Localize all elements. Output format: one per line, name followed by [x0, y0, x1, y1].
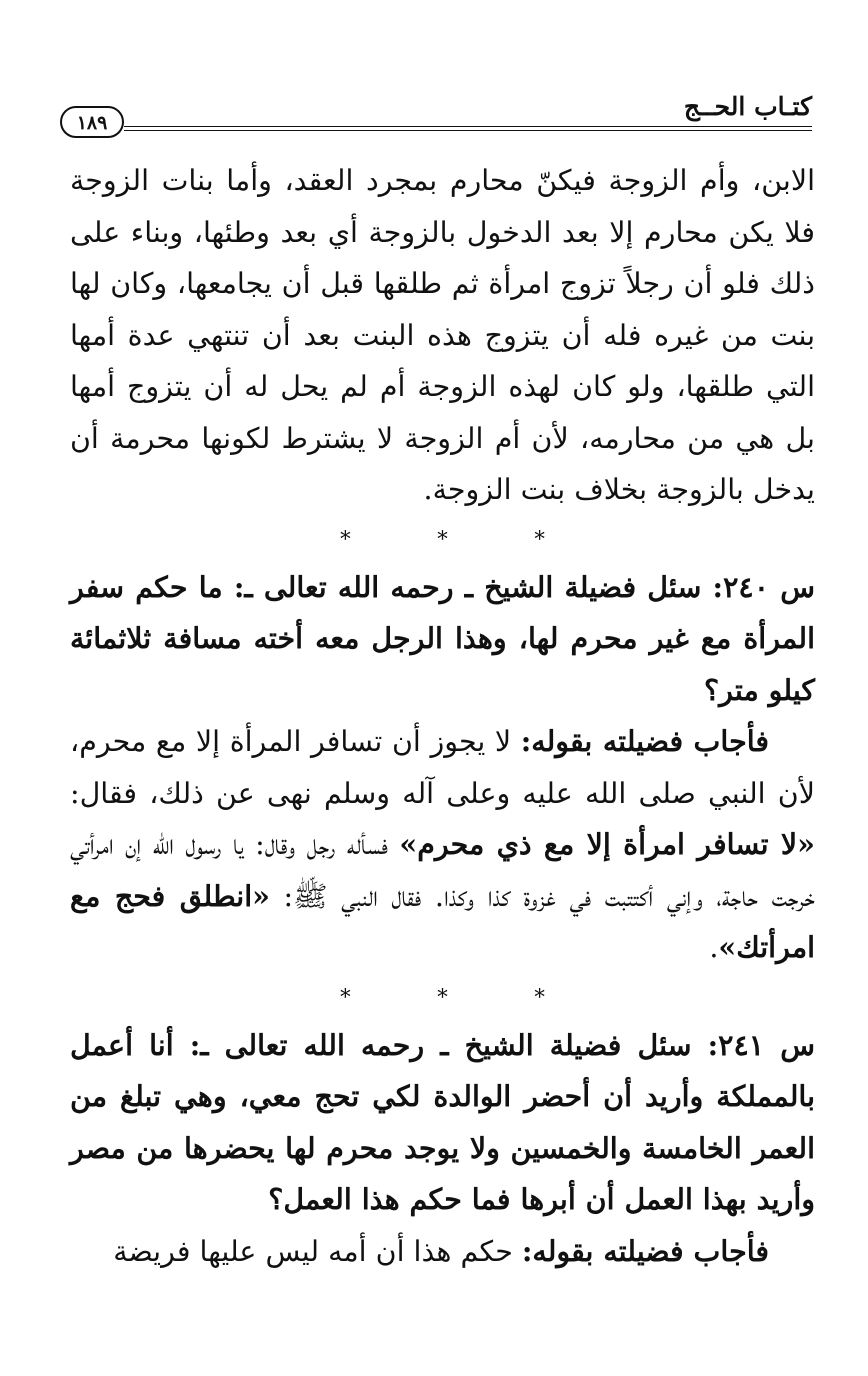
paragraph-continuation: الابن، وأم الزوجة فيكنّ محارم بمجرد العقد، وأما بنات الزوجة فلا يكن محارم إلا بعد الدخول بالزوجة أي بعد وطئها، وبناء على ذلك فلو أن رجلاً تزوج امرأة ثم طلقها قبل أن يجامعها، وكان لها بنت من غيره فله أن يتزوج هذه البنت بعد أن تنتهي عدة أمها التي طلقها، ولو كان لهذه الزوجة أم لم يحل له أن يتزوج أمها بل هي من محارمه، لأن أم الزوجة لا يشترط لكونها محرمة أن يدخل بالزوجة بخلاف بنت الزوجة.: [70, 164, 815, 506]
answer-text: فسأله رجل وقال: يا رسول الله إن امرأتي خرجت حاجة، وإني أكتتبت في غزوة كذا وكذا. فقال النبي ﷺ:: [70, 828, 815, 913]
answer-text: حكم هذا أن أمه ليس عليها فريضة: [113, 1234, 522, 1268]
question-241: س ٢٤١: سئل فضيلة الشيخ ـ رحمه الله تعالى ـ: أنا أعمل بالمملكة وأريد أن أحضر الوالدة لكي تحج معي، وهي تبلغ من العمر الخامسة والخمسين ولا يوجد محرم لها يحضرها من مصر وأريد بهذا العمل أن أبرها فما حكم هذا العمل؟: [70, 1027, 815, 1216]
answer-240: [70, 716, 815, 974]
page-number: ١٨٩: [60, 106, 124, 138]
answer-text: لا يجوز أن تسافر المرأة إلا مع محرم، لأن النبي صلى الله عليه وعلى آله وسلم نهى عن ذلك، فقال:: [70, 725, 815, 810]
answer-241: [70, 1226, 815, 1278]
answer-label: فأجاب فضيلته بقوله:: [521, 1233, 769, 1268]
answer-text: .: [709, 931, 719, 964]
hadith-quote: «انطلق فحج مع امرأتك»: [70, 878, 815, 964]
page-body: [70, 155, 815, 1277]
hadith-quote: «لا تسافر امرأة إلا مع ذي محرم»: [399, 827, 815, 861]
running-title: كتـاب الحــج: [683, 92, 812, 121]
header-rule: [124, 126, 812, 131]
section-separator: * * *: [340, 984, 585, 1009]
answer-label: فأجاب فضيلته بقوله:: [520, 724, 769, 758]
question-240: س ٢٤٠: سئل فضيلة الشيخ ـ رحمه الله تعالى ـ: ما حكم سفر المرأة مع غير محرم لها، وهذا الرجل معه أخته مسافة ثلاثمائة كيلو متر؟: [70, 569, 815, 707]
section-separator: * * *: [340, 526, 585, 551]
page-header: [60, 92, 812, 140]
